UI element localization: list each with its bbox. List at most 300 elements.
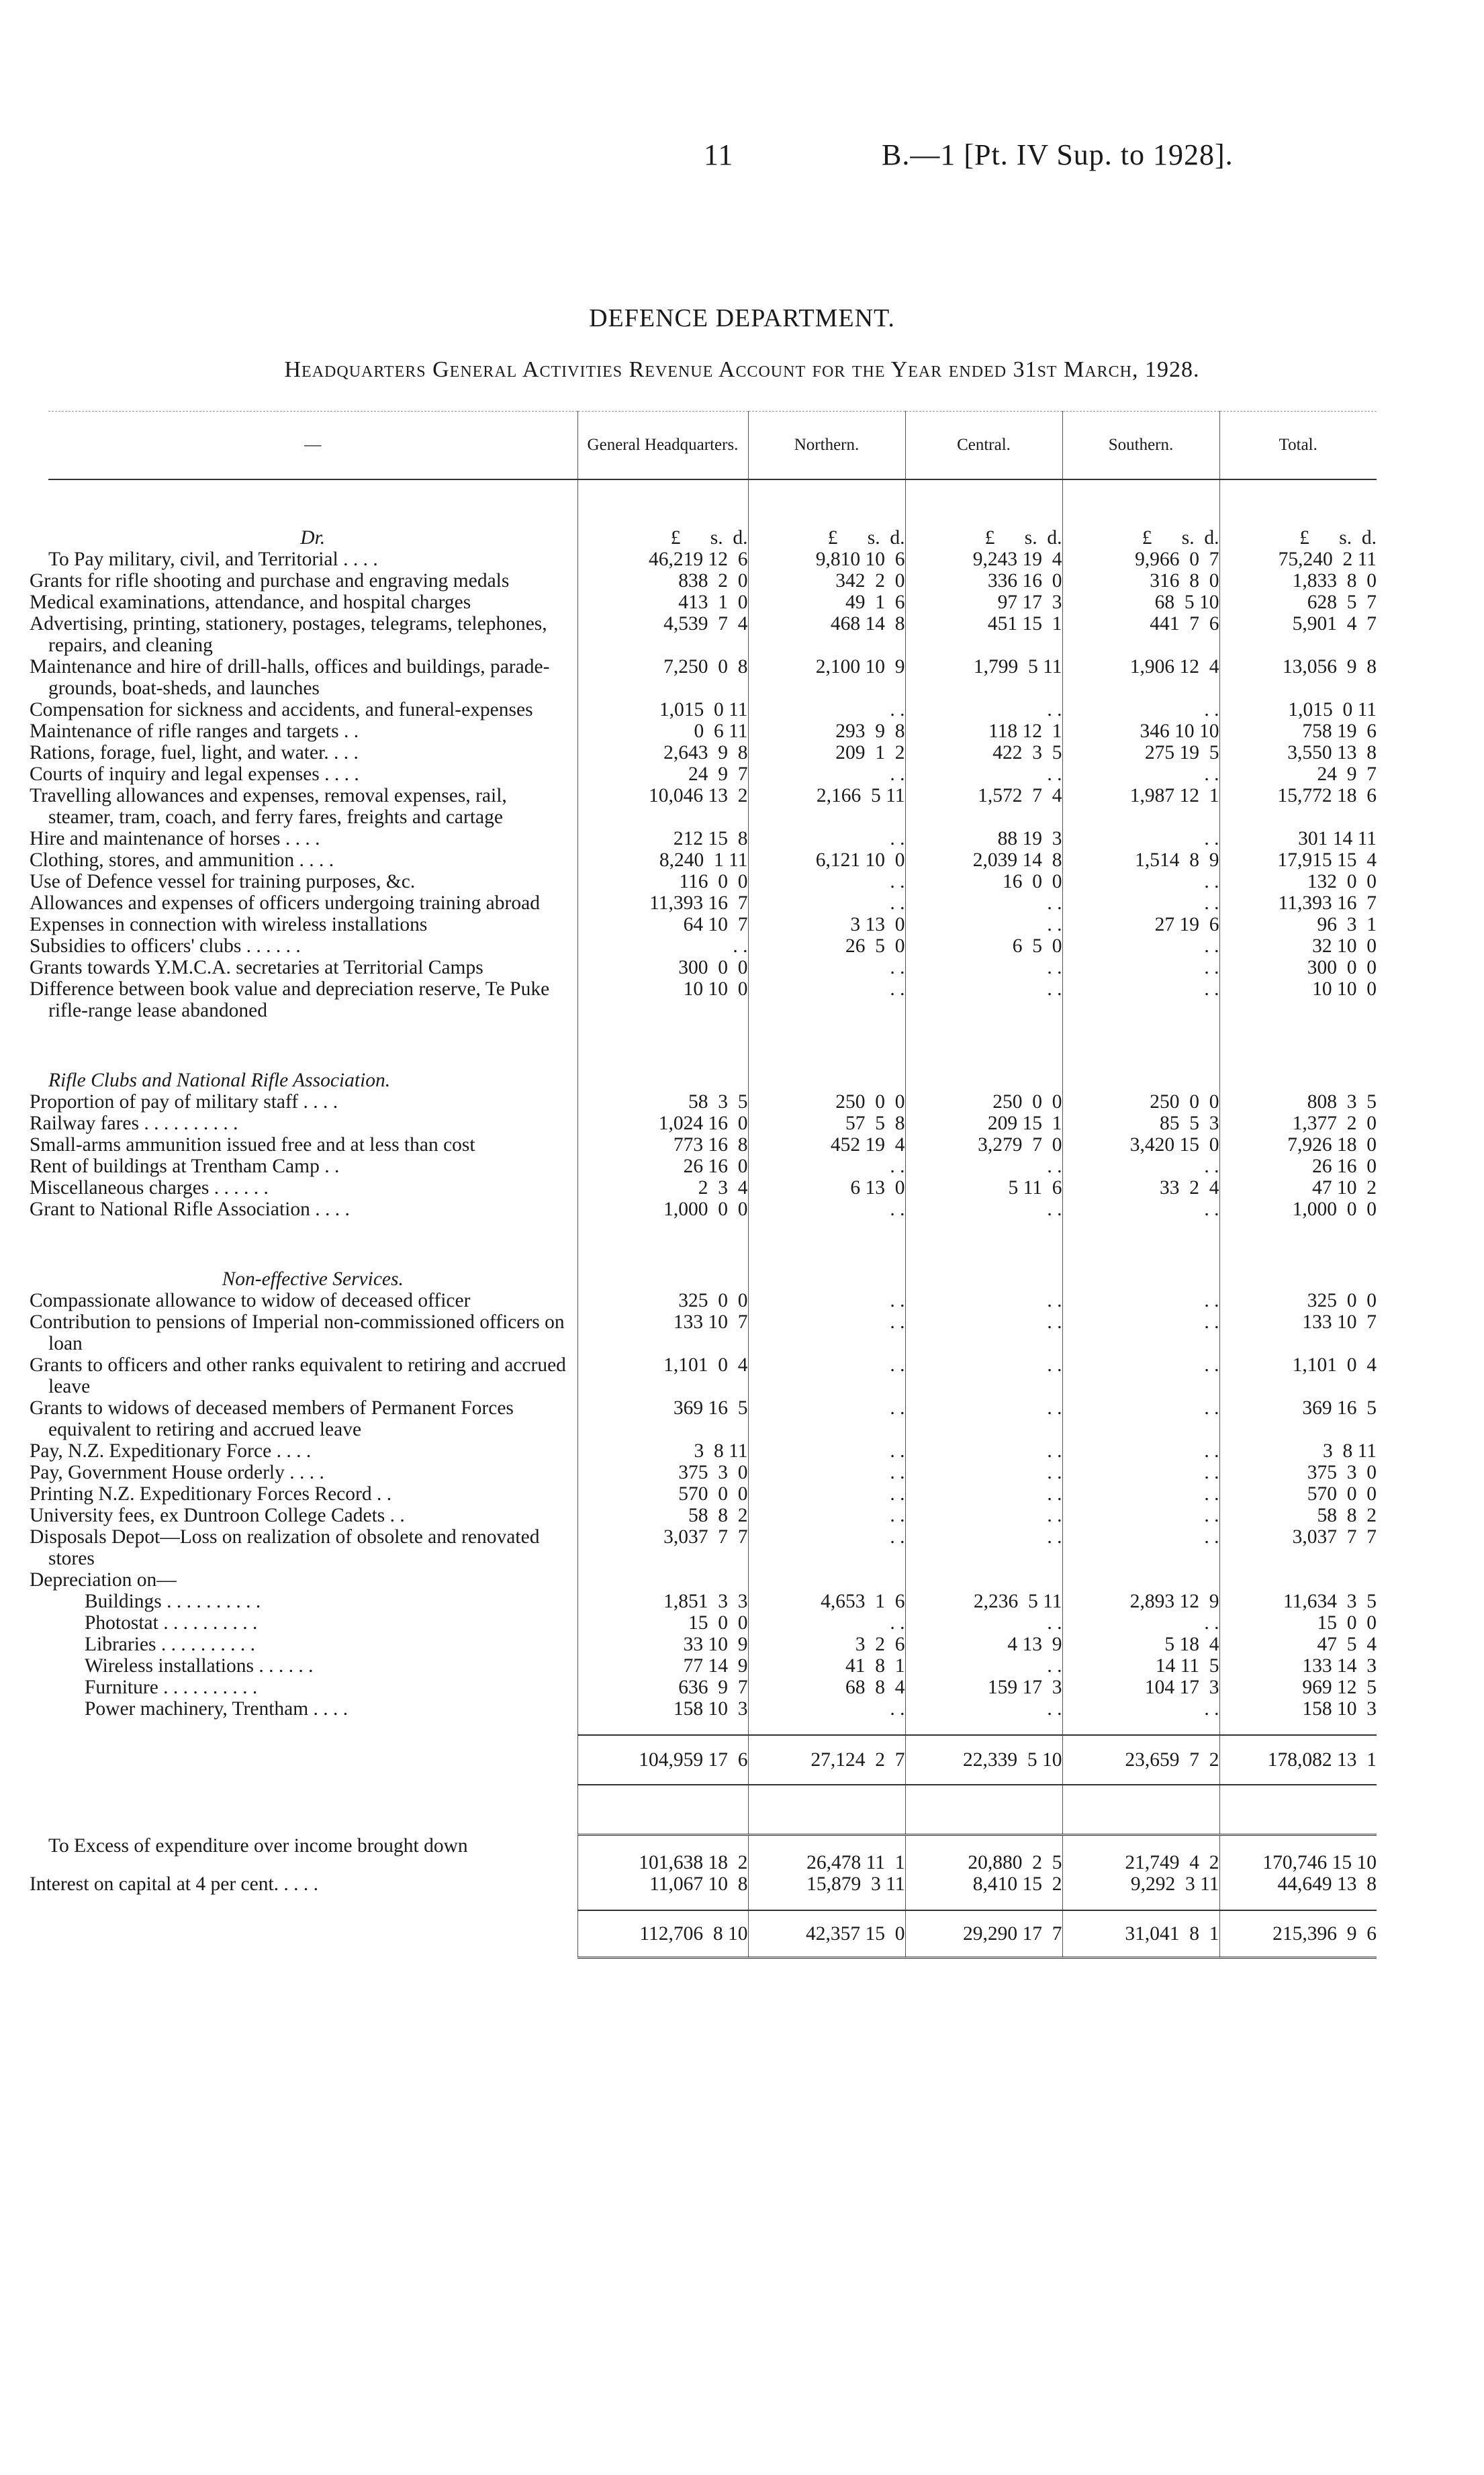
row-description: Pay, Government House orderly . . . . [30, 1462, 324, 1483]
amount-central: 97 17 3 [905, 592, 1062, 613]
amount-southern: 1,906 12 4 [1062, 656, 1219, 699]
amount-northern: . . [748, 1462, 905, 1483]
row-description: Contribution to pensions of Imperial non-commissioned officers on loan [30, 1311, 565, 1354]
unit-label: £ s. d. [748, 479, 905, 549]
amount-general: 325 0 0 [577, 1290, 748, 1311]
amount-southern: 5 18 4 [1062, 1634, 1219, 1655]
amount-northern: . . [748, 1440, 905, 1462]
spacer-row [48, 1021, 1377, 1070]
amount-general: 4,539 7 4 [577, 613, 748, 656]
amount-general: 3 8 11 [577, 1440, 748, 1462]
column-header-central: Central. [905, 412, 1062, 480]
amount-general: 158 10 3 [577, 1698, 748, 1720]
amount-southern: . . [1062, 1612, 1219, 1634]
amount-general: 1,000 0 0 [577, 1199, 748, 1220]
amount-northern: 3 2 6 [748, 1634, 905, 1655]
table-row [48, 914, 1377, 935]
column-header-total: Total. [1219, 412, 1377, 480]
amount-total: 47 10 2 [1219, 1177, 1377, 1199]
row-description: Expenses in connection with wireless installations [30, 914, 428, 935]
table-row [48, 549, 1377, 570]
amount-central: . . [905, 1698, 1062, 1720]
row-description: University fees, ex Duntroon College Cadets . . [30, 1505, 405, 1526]
amount-northern: 293 9 8 [748, 720, 905, 742]
amount-central: 422 3 5 [905, 742, 1062, 763]
amount-central: 250 0 0 [905, 1091, 1062, 1113]
amount-northern: . . [748, 871, 905, 892]
table-row [48, 785, 1377, 828]
amount-general: 10,046 13 2 [577, 785, 748, 828]
row-description: Photostat . . . . . . . . . . [85, 1612, 258, 1634]
amount-northern: . . [748, 1612, 905, 1634]
amount-total: 13,056 9 8 [1219, 656, 1377, 699]
table-row [48, 1910, 1377, 1958]
unit-label: £ s. d. [1219, 479, 1377, 549]
amount-northern: 2,100 10 9 [748, 656, 905, 699]
amount-central: 20,880 2 5 [905, 1835, 1062, 1874]
amount-southern: . . [1062, 763, 1219, 785]
table-row [48, 1698, 1377, 1720]
row-description: Grants to officers and other ranks equivalent to retiring and accrued leave [30, 1354, 566, 1397]
amount-general: 1,101 0 4 [577, 1354, 748, 1397]
amount-central: 29,290 17 7 [905, 1910, 1062, 1958]
table-row [48, 763, 1377, 785]
amount-central: . . [905, 1655, 1062, 1677]
amount-general: 10 10 0 [577, 978, 748, 1021]
column-header-northern: Northern. [748, 412, 905, 480]
amount-central: 3,279 7 0 [905, 1134, 1062, 1156]
table-row [48, 1156, 1377, 1177]
amount-total: 1,015 0 11 [1219, 699, 1377, 720]
row-description: Interest on capital at 4 per cent. . . . . [30, 1873, 319, 1895]
amount-southern: 3,420 15 0 [1062, 1134, 1219, 1156]
amount-central: 336 16 0 [905, 570, 1062, 592]
table-row [48, 1440, 1377, 1462]
amount-central: . . [905, 914, 1062, 935]
amount-central: 118 12 1 [905, 720, 1062, 742]
row-description: Difference between book value and depreciation reserve, Te Puke rifle-range lease abandoned [30, 978, 550, 1021]
row-description: Rations, forage, fuel, light, and water. . . . [30, 742, 359, 763]
row-description: Clothing, stores, and ammunition . . . . [30, 849, 334, 871]
row-description [48, 1910, 577, 1958]
amount-total: 47 5 4 [1219, 1634, 1377, 1655]
amount-total: 808 3 5 [1219, 1091, 1377, 1113]
amount-northern: . . [748, 978, 905, 1021]
amount-general: 1,024 16 0 [577, 1113, 748, 1134]
row-description: Allowances and expenses of officers undergoing training abroad [30, 892, 540, 914]
amount-total: 3,037 7 7 [1219, 1526, 1377, 1569]
amount-total: 628 5 7 [1219, 592, 1377, 613]
amount-northern: 68 8 4 [748, 1677, 905, 1698]
table-row [48, 570, 1377, 592]
amount-northern: 26,478 11 1 [748, 1835, 905, 1874]
amount-southern: . . [1062, 1698, 1219, 1720]
amount-central: . . [905, 1483, 1062, 1505]
amount-total: 24 9 7 [1219, 763, 1377, 785]
spacer-row [48, 1220, 1377, 1268]
table-row [48, 1354, 1377, 1397]
amount-southern: . . [1062, 1505, 1219, 1526]
amount-total: 215,396 9 6 [1219, 1910, 1377, 1958]
amount-general: 77 14 9 [577, 1655, 748, 1677]
section-heading-non-effective-label: Non-effective Services. [222, 1268, 404, 1290]
amount-total: 58 8 2 [1219, 1505, 1377, 1526]
amount-southern: 31,041 8 1 [1062, 1910, 1219, 1958]
amount-northern: 57 5 8 [748, 1113, 905, 1134]
amount-southern: 21,749 4 2 [1062, 1835, 1219, 1874]
amount-southern: 33 2 4 [1062, 1177, 1219, 1199]
table-row [48, 1483, 1377, 1505]
amount-northern: 468 14 8 [748, 613, 905, 656]
row-description: Medical examinations, attendance, and hospital charges [30, 592, 471, 613]
row-description: Subsidies to officers' clubs . . . . . . [30, 935, 301, 957]
amount-total: 300 0 0 [1219, 957, 1377, 978]
amount-total: 15,772 18 6 [1219, 785, 1377, 828]
table-row [48, 957, 1377, 978]
section-heading-rifle-clubs [48, 1070, 1377, 1091]
page-subtitle: Headquarters General Activities Revenue Account for the Year ended 31st March, 1928. [284, 357, 1200, 382]
amount-northern: . . [748, 957, 905, 978]
amount-northern: 4,653 1 6 [748, 1591, 905, 1612]
amount-general: 773 16 8 [577, 1134, 748, 1156]
amount-central: 451 15 1 [905, 613, 1062, 656]
amount-total: 758 19 6 [1219, 720, 1377, 742]
amount-northern: . . [748, 1199, 905, 1220]
table-row [48, 935, 1377, 957]
row-description: Advertising, printing, stationery, postages, telegrams, telephones, repairs, and cleaning [30, 613, 547, 656]
row-description: Hire and maintenance of horses . . . . [30, 828, 320, 849]
amount-general: 369 16 5 [577, 1397, 748, 1440]
amount-central: . . [905, 1156, 1062, 1177]
amount-southern: 23,659 7 2 [1062, 1735, 1219, 1785]
spacer-row [48, 1720, 1377, 1735]
amount-total: 17,915 15 4 [1219, 849, 1377, 871]
table-row [48, 1290, 1377, 1311]
amount-central: . . [905, 1397, 1062, 1440]
amount-central: 1,572 7 4 [905, 785, 1062, 828]
amount-southern: . . [1062, 978, 1219, 1021]
table-row [48, 1735, 1377, 1785]
amount-central: . . [905, 1440, 1062, 1462]
page-title: DEFENCE DEPARTMENT. [589, 304, 895, 332]
amount-southern: . . [1062, 1199, 1219, 1220]
amount-southern: 104 17 3 [1062, 1677, 1219, 1698]
amount-northern: . . [748, 1526, 905, 1569]
amount-total: 10 10 0 [1219, 978, 1377, 1021]
amount-northern: . . [748, 763, 905, 785]
row-description: Miscellaneous charges . . . . . . [30, 1177, 269, 1199]
amount-central: . . [905, 957, 1062, 978]
amount-general: . . [577, 935, 748, 957]
amount-southern: 85 5 3 [1062, 1113, 1219, 1134]
amount-southern: . . [1062, 1156, 1219, 1177]
amount-southern: 9,292 3 11 [1062, 1873, 1219, 1895]
amount-general: 300 0 0 [577, 957, 748, 978]
amount-central: . . [905, 892, 1062, 914]
amount-southern: . . [1062, 1483, 1219, 1505]
table-row [48, 849, 1377, 871]
row-description: Grant to National Rifle Association . . . . [30, 1199, 350, 1220]
table-row [48, 1526, 1377, 1569]
amount-general: 101,638 18 2 [577, 1835, 748, 1874]
amount-total: 3,550 13 8 [1219, 742, 1377, 763]
amount-central: 16 0 0 [905, 871, 1062, 892]
amount-total: 369 16 5 [1219, 1397, 1377, 1440]
amount-southern: 250 0 0 [1062, 1091, 1219, 1113]
revenue-account-table [30, 411, 1377, 1959]
row-description: Grants towards Y.M.C.A. secretaries at Territorial Camps [30, 957, 483, 978]
amount-total: 11,634 3 5 [1219, 1591, 1377, 1612]
amount-central: 4 13 9 [905, 1634, 1062, 1655]
table-row [48, 1462, 1377, 1483]
amount-northern: 452 19 4 [748, 1134, 905, 1156]
table-row [48, 742, 1377, 763]
amount-southern: 1,514 8 9 [1062, 849, 1219, 871]
amount-northern: . . [748, 1156, 905, 1177]
row-description: Small-arms ammunition issued free and at less than cost [30, 1134, 475, 1156]
amount-total: 132 0 0 [1219, 871, 1377, 892]
amount-total: 133 10 7 [1219, 1311, 1377, 1354]
amount-total: 1,000 0 0 [1219, 1199, 1377, 1220]
amount-total: 7,926 18 0 [1219, 1134, 1377, 1156]
table-row [48, 699, 1377, 720]
row-description: Railway fares . . . . . . . . . . [30, 1113, 238, 1134]
row-description: Disposals Depot—Loss on realization of obsolete and renovated stores [30, 1526, 540, 1569]
amount-total: 1,833 8 0 [1219, 570, 1377, 592]
amount-general: 64 10 7 [577, 914, 748, 935]
amount-central: . . [905, 1505, 1062, 1526]
amount-total: 11,393 16 7 [1219, 892, 1377, 914]
amount-central: 2,039 14 8 [905, 849, 1062, 871]
amount-general: 2,643 9 8 [577, 742, 748, 763]
table-row [48, 978, 1377, 1021]
amount-southern: . . [1062, 892, 1219, 914]
amount-northern: 2,166 5 11 [748, 785, 905, 828]
amount-total: 96 3 1 [1219, 914, 1377, 935]
section-heading-rifle-clubs-label: Rifle Clubs and National Rifle Association. [48, 1070, 391, 1091]
row-description: Wireless installations . . . . . . [85, 1655, 314, 1677]
amount-general: 3,037 7 7 [577, 1526, 748, 1569]
column-header-description: — [48, 412, 577, 480]
amount-general: 0 6 11 [577, 720, 748, 742]
amount-total: 26 16 0 [1219, 1156, 1377, 1177]
amount-total: 15 0 0 [1219, 1612, 1377, 1634]
amount-northern: 41 8 1 [748, 1655, 905, 1677]
row-description: Rent of buildings at Trentham Camp . . [30, 1156, 340, 1177]
amount-total: 133 14 3 [1219, 1655, 1377, 1677]
table-row [48, 656, 1377, 699]
amount-total: 969 12 5 [1219, 1677, 1377, 1698]
amount-general: 212 15 8 [577, 828, 748, 849]
amount-total: 158 10 3 [1219, 1698, 1377, 1720]
table-row [48, 828, 1377, 849]
row-description: Courts of inquiry and legal expenses . . . . [30, 763, 359, 785]
amount-southern: 441 7 6 [1062, 613, 1219, 656]
amount-southern: . . [1062, 871, 1219, 892]
amount-southern: . . [1062, 957, 1219, 978]
row-description: Travelling allowances and expenses, removal expenses, rail, steamer, tram, coach, and ferry fares, freights and cartage [30, 785, 507, 828]
amount-northern: . . [748, 1397, 905, 1440]
amount-general: 26 16 0 [577, 1156, 748, 1177]
table-row [48, 1134, 1377, 1156]
amount-total: 44,649 13 8 [1219, 1873, 1377, 1895]
amount-northern: 49 1 6 [748, 592, 905, 613]
amount-northern: . . [748, 1698, 905, 1720]
amount-general: 7,250 0 8 [577, 656, 748, 699]
row-description: To Excess of expenditure over income brought down [48, 1834, 468, 1857]
amount-northern: 26 5 0 [748, 935, 905, 957]
unit-label: £ s. d. [905, 479, 1062, 549]
amount-southern: 9,966 0 7 [1062, 549, 1219, 570]
amount-total: 1,101 0 4 [1219, 1354, 1377, 1397]
table-row [48, 1113, 1377, 1134]
amount-southern: . . [1062, 1462, 1219, 1483]
table-row [48, 1634, 1377, 1655]
row-description: Grants for rifle shooting and purchase and engraving medals [30, 570, 510, 592]
table-row [48, 1397, 1377, 1440]
dr-label: Dr. [300, 527, 326, 549]
amount-northern: 342 2 0 [748, 570, 905, 592]
amount-southern: . . [1062, 1290, 1219, 1311]
amount-central: 1,799 5 11 [905, 656, 1062, 699]
amount-central: . . [905, 1612, 1062, 1634]
amount-northern: 42,357 15 0 [748, 1910, 905, 1958]
amount-northern: . . [748, 1290, 905, 1311]
amount-southern: 1,987 12 1 [1062, 785, 1219, 828]
amount-central: 5 11 6 [905, 1177, 1062, 1199]
amount-southern: 2,893 12 9 [1062, 1591, 1219, 1612]
row-description: Libraries . . . . . . . . . . [85, 1634, 255, 1655]
amount-general: 1,015 0 11 [577, 699, 748, 720]
amount-central: 209 15 1 [905, 1113, 1062, 1134]
amount-general: 133 10 7 [577, 1311, 748, 1354]
amount-northern: . . [748, 1311, 905, 1354]
amount-central: . . [905, 1526, 1062, 1569]
amount-general: 33 10 9 [577, 1634, 748, 1655]
amount-total: 5,901 4 7 [1219, 613, 1377, 656]
amount-northern: 6 13 0 [748, 1177, 905, 1199]
amount-northern: 250 0 0 [748, 1091, 905, 1113]
amount-northern: . . [748, 1354, 905, 1397]
table-row [48, 1311, 1377, 1354]
amount-northern: 3 13 0 [748, 914, 905, 935]
amount-northern: . . [748, 1483, 905, 1505]
amount-southern: . . [1062, 935, 1219, 957]
table-row [48, 1505, 1377, 1526]
amount-general: 104,959 17 6 [577, 1735, 748, 1785]
table-row [48, 613, 1377, 656]
row-description [48, 1735, 577, 1785]
table-row [48, 1677, 1377, 1698]
amount-general: 8,240 1 11 [577, 849, 748, 871]
table-row [48, 1591, 1377, 1612]
amount-central: . . [905, 978, 1062, 1021]
row-description: Maintenance and hire of drill-halls, offices and buildings, parade-grounds, boat-sheds, and launches [30, 656, 550, 699]
amount-general: 11,067 10 8 [577, 1873, 748, 1895]
depreciation-heading-label: Depreciation on— [30, 1569, 177, 1591]
spacer-row [48, 1785, 1377, 1835]
amount-southern: 275 19 5 [1062, 742, 1219, 763]
amount-general: 375 3 0 [577, 1462, 748, 1483]
amount-total: 3 8 11 [1219, 1440, 1377, 1462]
amount-southern: 14 11 5 [1062, 1655, 1219, 1677]
column-header-southern: Southern. [1062, 412, 1219, 480]
amount-general: 1,851 3 3 [577, 1591, 748, 1612]
table-row [48, 1873, 1377, 1895]
amount-southern: . . [1062, 699, 1219, 720]
amount-northern: . . [748, 1505, 905, 1526]
row-description: Printing N.Z. Expeditionary Forces Record . . [30, 1483, 392, 1505]
amount-total: 178,082 13 1 [1219, 1735, 1377, 1785]
amount-northern: 15,879 3 11 [748, 1873, 905, 1895]
amount-general: 11,393 16 7 [577, 892, 748, 914]
row-description: Pay, N.Z. Expeditionary Force . . . . [30, 1440, 312, 1462]
amount-total: 325 0 0 [1219, 1290, 1377, 1311]
amount-northern: 9,810 10 6 [748, 549, 905, 570]
row-description: Grants to widows of deceased members of Permanent Forces equivalent to retiring and accrued leave [30, 1397, 514, 1440]
amount-southern: . . [1062, 1440, 1219, 1462]
table-row [48, 871, 1377, 892]
table-row [48, 720, 1377, 742]
row-description: Power machinery, Trentham . . . . [85, 1698, 349, 1720]
unit-row [48, 479, 1377, 549]
amount-general: 636 9 7 [577, 1677, 748, 1698]
row-description: Compensation for sickness and accidents, and funeral-expenses [30, 699, 533, 720]
table-row [48, 892, 1377, 914]
amount-central: 8,410 15 2 [905, 1873, 1062, 1895]
amount-southern: 68 5 10 [1062, 592, 1219, 613]
amount-central: 2,236 5 11 [905, 1591, 1062, 1612]
column-header-row [48, 412, 1377, 480]
amount-northern: 27,124 2 7 [748, 1735, 905, 1785]
amount-total: 301 14 11 [1219, 828, 1377, 849]
amount-general: 58 3 5 [577, 1091, 748, 1113]
amount-southern: . . [1062, 1354, 1219, 1397]
amount-central: 9,243 19 4 [905, 549, 1062, 570]
amount-central: . . [905, 1290, 1062, 1311]
unit-label: £ s. d. [577, 479, 748, 549]
amount-general: 838 2 0 [577, 570, 748, 592]
table-row [48, 592, 1377, 613]
amount-southern: 346 10 10 [1062, 720, 1219, 742]
table-row [48, 1612, 1377, 1634]
depreciation-heading [48, 1569, 1377, 1591]
row-description: Compassionate allowance to widow of deceased officer [30, 1290, 471, 1311]
amount-total: 32 10 0 [1219, 935, 1377, 957]
amount-southern: . . [1062, 828, 1219, 849]
table-row [48, 1199, 1377, 1220]
amount-northern: 6,121 10 0 [748, 849, 905, 871]
row-description: Buildings . . . . . . . . . . [85, 1591, 261, 1612]
amount-general: 570 0 0 [577, 1483, 748, 1505]
row-description: Furniture . . . . . . . . . . [85, 1677, 258, 1698]
amount-total: 170,746 15 10 [1219, 1835, 1377, 1874]
amount-southern: . . [1062, 1397, 1219, 1440]
section-heading-non-effective [48, 1268, 1377, 1290]
column-header-general: General Headquarters. [577, 412, 748, 480]
table-row [48, 1835, 1377, 1874]
table-row [48, 1177, 1377, 1199]
amount-southern: 316 8 0 [1062, 570, 1219, 592]
amount-central: . . [905, 763, 1062, 785]
amount-general: 112,706 8 10 [577, 1910, 748, 1958]
amount-total: 375 3 0 [1219, 1462, 1377, 1483]
amount-central: . . [905, 1311, 1062, 1354]
page-reference: B.—1 [Pt. IV Sup. to 1928]. [882, 138, 1234, 171]
row-description: To Pay military, civil, and Territorial . . . . [48, 549, 378, 570]
amount-southern: 27 19 6 [1062, 914, 1219, 935]
spacer-row [48, 1895, 1377, 1910]
